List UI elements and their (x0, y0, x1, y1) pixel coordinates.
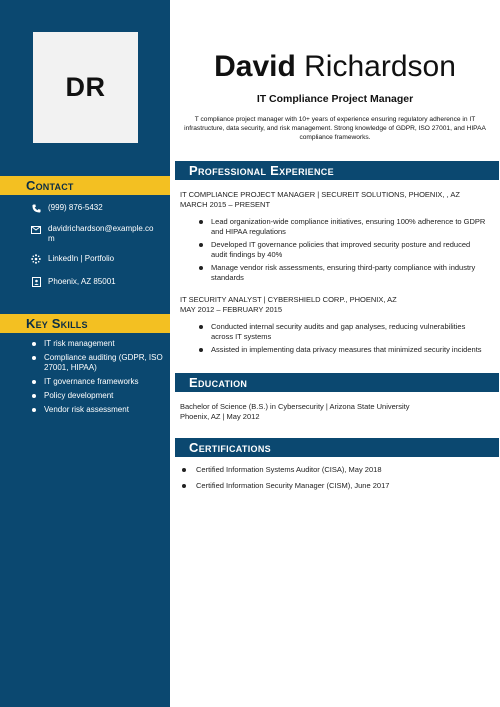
phone-icon (30, 203, 42, 213)
contact-heading: Contact (0, 176, 170, 195)
skill-item: IT risk management (30, 339, 164, 349)
school: Arizona State University (329, 402, 410, 411)
job-dates: MARCH 2015 – PRESENT (180, 200, 271, 209)
education-heading: Education (175, 373, 499, 392)
candidate-name (170, 50, 500, 84)
skill-item: Vendor risk assessment (30, 405, 164, 415)
email-text: davidrichardson@example.com (48, 224, 154, 243)
skill-item: Policy development (30, 391, 164, 401)
education-entry (180, 402, 410, 422)
contact-phone (30, 203, 160, 213)
last-name: Richardson (304, 50, 456, 83)
key-skills-heading: Key Skills (0, 314, 170, 333)
job-bullet: Assisted in implementing data privacy measures that minimized security incidents (197, 345, 487, 355)
certifications-heading: Certifications (175, 438, 499, 457)
education-details: Phoenix, AZ | May 2012 (180, 412, 260, 421)
links-text[interactable]: LinkedIn | Portfolio (48, 254, 115, 263)
first-name: David (214, 50, 296, 83)
envelope-icon (30, 224, 42, 234)
contact-email[interactable] (30, 224, 160, 244)
address-card-icon (30, 277, 42, 287)
certification-item: Certified Information Security Manager (CISM), June 2017 (182, 481, 482, 491)
job-bullet: Manage vendor risk assessments, ensuring third-party compliance with industry standards (197, 263, 487, 283)
job-header: IT COMPLIANCE PROJECT MANAGER | SECUREIT SOLUTIONS, PHOENIX, , AZ (180, 190, 460, 199)
job-header: IT SECURITY ANALYST | CYBERSHIELD CORP., PHOENIX, AZ (180, 295, 397, 304)
phone-text: (999) 876-5432 (48, 203, 103, 212)
location-text: Phoenix, AZ 85001 (48, 277, 116, 286)
summary: T compliance project manager with 10+ years of experience ensuring regulatory adherence in IT infrastructure, data security, and risk management. Strong knowledge of GDPR, ISO 27001, and HIPAA compliance frameworks. (184, 116, 486, 141)
certifications-list (182, 465, 482, 497)
degree: Bachelor of Science (B.S.) in Cybersecurity (180, 402, 324, 411)
job-bullets (197, 322, 487, 358)
initials: DR (65, 72, 106, 102)
contact-links[interactable] (30, 254, 160, 264)
job-bullet: Developed IT governance policies that improved security posture and reduced audit findings by 40% (197, 240, 487, 260)
network-icon (30, 254, 42, 264)
job-bullets (197, 217, 487, 286)
initials-box (33, 32, 138, 143)
job-entry (180, 190, 490, 210)
contact-location (30, 277, 160, 287)
skills-list (30, 339, 164, 419)
job-bullet: Lead organization-wide compliance initiatives, ensuring 100% adherence to GDPR and HIPAA regulations (197, 217, 487, 237)
job-dates: MAY 2012 – FEBRUARY 2015 (180, 305, 283, 314)
job-bullet: Conducted internal security audits and gap analyses, reducing vulnerabilities across IT systems (197, 322, 487, 342)
certification-item: Certified Information Systems Auditor (CISA), May 2018 (182, 465, 482, 475)
separator: | (323, 402, 330, 411)
job-entry (180, 295, 490, 315)
experience-heading: Professional Experience (175, 161, 499, 180)
skill-item: IT governance frameworks (30, 377, 164, 387)
skill-item: Compliance auditing (GDPR, ISO 27001, HIPAA) (30, 353, 164, 373)
job-title: IT Compliance Project Manager (256, 93, 414, 105)
sidebar (0, 0, 170, 707)
